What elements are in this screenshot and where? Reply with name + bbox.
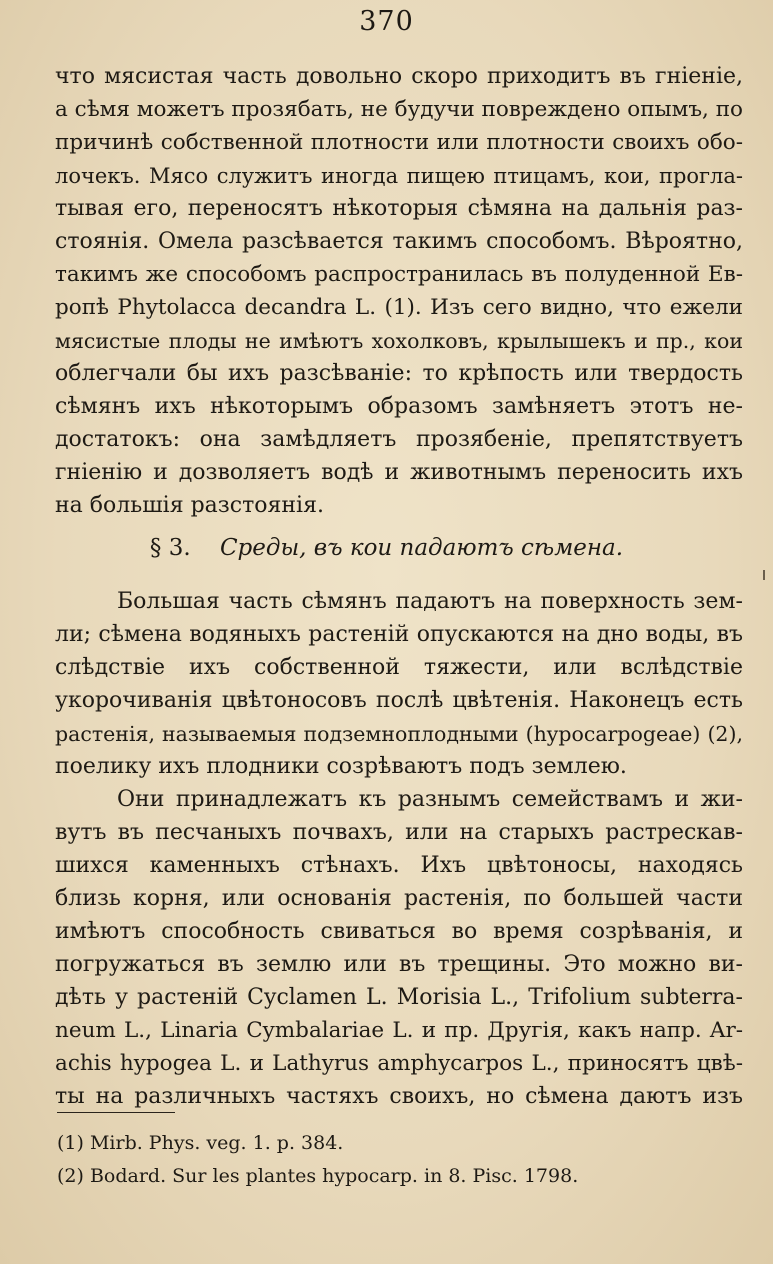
text-line: Большая часть сѣмянъ падаютъ на поверхность зем-: [117, 589, 743, 614]
text-line: сѣмянъ ихъ нѣкоторымъ образомъ замѣняетъ этотъ не-: [55, 394, 743, 419]
text-line: мясистые плоды не имѣютъ хохолковъ, крылышекъ и пр., кои: [55, 329, 743, 353]
section-number: § 3.: [149, 535, 191, 561]
footnote-1: (1) Mirb. Phys. veg. 1. p. 384.: [57, 1132, 344, 1154]
text-line: ропѣ Phytolacca decandra L. (1). Изъ сего видно, что ежели: [55, 295, 743, 320]
text-line: имѣютъ способность свиваться во время созрѣванія, и: [55, 919, 743, 944]
text-line: укорочиванія цвѣтоносовъ послѣ цвѣтенія. Наконецъ есть: [55, 688, 743, 713]
text-line: что мясистая часть довольно скоро приходитъ въ гніеніе,: [55, 64, 743, 89]
text-line: тывая его, переносятъ нѣкоторыя сѣмяна на дальнія раз-: [55, 196, 743, 221]
text-line: облегчали бы ихъ разсѣваніе: то крѣпость или твердость: [55, 361, 743, 386]
text-line: растенія, называемыя подземноплодными (hypocarpogeae) (2),: [55, 722, 743, 746]
text-line: гніенію и дозволяетъ водѣ и животнымъ переносить ихъ: [55, 460, 743, 485]
text-line: стоянія. Омела разсѣвается такимъ способомъ. Вѣроятно,: [55, 229, 743, 254]
text-line: причинѣ собственной плотности или плотности своихъ обо-: [55, 130, 743, 155]
text-line: достатокъ: она замѣдляетъ прозябеніе, препятствуетъ: [55, 427, 743, 452]
text-line: neum L., Linaria Cymbalariae L. и пр. Другія, какъ напр. Ar-: [55, 1018, 743, 1043]
text-line: лочекъ. Мясо служитъ иногда пищею птицамъ, кои, прогла-: [55, 164, 743, 188]
text-line: слѣдствіе ихъ собственной тяжести, или вслѣдствіе: [55, 655, 743, 680]
text-line: вутъ въ песчаныхъ почвахъ, или на старыхъ растрескав-: [55, 820, 743, 845]
text-line: Они принадлежатъ къ разнымъ семействамъ и жи-: [117, 787, 743, 812]
text-line: такимъ же способомъ распространилась въ полуденной Ев-: [55, 262, 743, 287]
text-line: а сѣмя можетъ прозябать, не будучи повреждено опымъ, по: [55, 97, 743, 122]
page-number: 370: [359, 6, 414, 37]
text-line: дѣть у растеній Cyclamen L. Morisia L., Trifolium subterra-: [55, 985, 743, 1010]
text-line: на большія разстоянія.: [55, 493, 324, 518]
text-line: погружаться въ землю или въ трещины. Это можно ви-: [55, 952, 743, 977]
footnote-rule: [57, 1112, 175, 1113]
text-line: ли; сѣмена водяныхъ растеній опускаются на дно воды, въ: [55, 622, 743, 647]
footnote-2: (2) Bodard. Sur les plantes hypocarp. in 8. Pisc. 1798.: [57, 1165, 579, 1187]
section-heading: [0, 532, 773, 564]
text-line: поелику ихъ плодники созрѣваютъ подъ землею.: [55, 754, 627, 779]
margin-mark: [763, 570, 765, 580]
text-line: achis hypogea L. и Lathyrus amphycarpos L., приносятъ цвѣ-: [55, 1051, 743, 1076]
text-line: ты на различныхъ частяхъ своихъ, но сѣмена даютъ изъ: [55, 1084, 743, 1109]
text-line: близь корня, или основанія растенія, по большей части: [55, 886, 743, 911]
section-title: Среды, въ кои падаютъ сѣмена.: [219, 535, 624, 561]
text-line: шихся каменныхъ стѣнахъ. Ихъ цвѣтоносы, находясь: [55, 853, 743, 878]
